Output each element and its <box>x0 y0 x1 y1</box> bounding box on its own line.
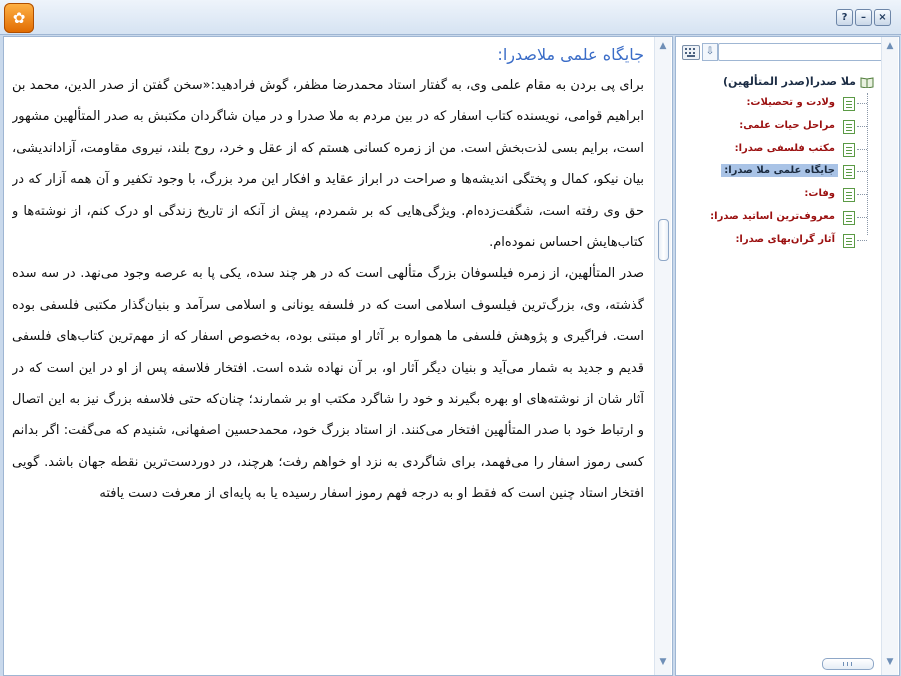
topic-tree <box>680 73 876 253</box>
tree-item-life-stages[interactable] <box>680 116 876 139</box>
title-bar <box>0 0 901 35</box>
sidebar-vertical-scrollbar[interactable] <box>881 37 898 675</box>
close-button[interactable]: × <box>874 9 891 26</box>
tree-item-teachers[interactable] <box>680 207 876 230</box>
document-heading: جایگاه علمی ملاصدرا: <box>497 45 644 64</box>
search-row <box>682 43 892 61</box>
tree-item-label: جایگاه علمی ملا صدرا: <box>721 164 838 177</box>
minimize-button[interactable]: – <box>855 9 872 26</box>
page-icon <box>843 143 855 157</box>
tree-item-label: ولادت و تحصیلات: <box>746 97 835 108</box>
sidebar-horizontal-scroll-thumb[interactable] <box>822 658 874 670</box>
page-icon <box>843 211 855 225</box>
page-icon <box>843 234 855 248</box>
tree-item-works[interactable] <box>680 230 876 253</box>
page-icon <box>843 97 855 111</box>
document-paragraph-1: برای پی بردن به مقام علمی وی، به گفتار استاد محمدرضا مظفر، گوش فرادهید:«سخن گفتن از صدر الدین، محمد بن ابراهیم قوامی، نویسنده کتاب اسفار که در بین مردم به ملا صدرا و در میان شاگردان مکتبش به صدر المتألهین مشهور است، برایم بسی لذت‌بخش است. من از زمره کسانی هستم که از عقل و خرد، روح بلند، نیروی مقاومت، آزاداندیشی، بیان نیکو، کمال و پختگی اندیشه‌ها و صراحت در ابراز عقاید و افکار این مرد بزرگ، با وجود تکفیر و آن همه آزار که در حق وی رفته است، شگفت‌زده‌ام. ویژگی‌هایی که بر شمردم، پیش از آنکه از تاریخ زندگی او درک کنم، از نوشته‌ها و کتاب‌هایش احساس نموده‌ام. <box>12 78 644 251</box>
scroll-down-arrow-icon[interactable]: ▼ <box>886 657 894 667</box>
tree-item-birth[interactable] <box>680 93 876 116</box>
document-body <box>12 45 644 665</box>
document-paragraph-2: صدر المتألهین، از زمره فیلسوفان بزرگ متألهی است که در هر چند سده، یکی پا به عرصه وجود می‌نهد. در سه سده گذشته، وی، بزرگ‌ترین فیلسوف اسلامی است که در فلسفه یونانی و اسلامی سرآمد و بنیان‌گذار مکتبی فلسفی بوده است. فراگیری و پژوهش فلسفی ما همواره بر آثار او مبتنی بوده، به‌خصوص اسفار که از مهم‌ترین کتاب‌های فلسفی قدیم و جدید به شمار می‌آید و بنیان دیگر آثار او، بر آن نهاده شده است. افتخار فلاسفه پس از او در این است که در آثار شان از نوشته‌های او بهره بگیرند و خود را شاگرد مکتب او بر شمارند؛ چنان‌که حتی فلاسفه بزرگ نیز به این اتصال و ارتباط خود با صدر المتألهین افتخار می‌کنند. از استاد بزرگ خود، محمدحسین اصفهانی، شنیدم که می‌گفت: اگر بدانم کسی رموز اسفار را می‌فهمد، برای شاگردی به نزد او خواهم رفت؛ هرچند، در دوردست‌ترین نقطه جهان باشد. گویی افتخار استاد چنین است که فقط او به درجه فهم رموز اسفار رسیده یا به پایه‌ای از معرفت دست یافته <box>12 266 644 502</box>
tree-item-label: آثار گران‌بهای صدرا: <box>735 233 835 245</box>
page-icon <box>843 188 855 202</box>
tree-item-death[interactable] <box>680 184 876 207</box>
book-icon <box>860 76 874 88</box>
scroll-up-arrow-icon[interactable]: ▲ <box>886 41 894 51</box>
tree-item-label: مکتب فلسفی صدرا: <box>734 142 835 154</box>
search-input[interactable] <box>718 43 894 61</box>
page-icon <box>843 120 855 134</box>
scroll-up-arrow-icon[interactable]: ▲ <box>659 41 667 51</box>
document-pane <box>3 36 673 676</box>
tree-root-label: ملا صدرا(صدر المتألهين) <box>723 75 856 88</box>
tree-root[interactable] <box>680 73 876 93</box>
tree-item-label: وفات: <box>804 188 835 200</box>
app-logo-icon[interactable]: ✿ <box>4 3 34 33</box>
tree-item-label: مراحل حیات علمی: <box>739 119 835 131</box>
page-icon <box>843 165 855 179</box>
scroll-down-arrow-icon[interactable]: ▼ <box>659 657 667 667</box>
sidebar-pane <box>675 36 900 676</box>
tree-item-scholarly-status[interactable] <box>680 161 876 184</box>
help-button[interactable]: ? <box>836 9 853 26</box>
tree-item-philosophy-school[interactable] <box>680 139 876 162</box>
search-icon[interactable]: ⇩ <box>702 43 718 61</box>
document-vertical-scrollbar[interactable] <box>654 37 671 675</box>
tree-item-label: معروف‌ترین اساتید صدرا: <box>710 210 835 222</box>
keyboard-icon[interactable] <box>682 45 700 60</box>
scroll-thumb[interactable] <box>658 219 669 261</box>
